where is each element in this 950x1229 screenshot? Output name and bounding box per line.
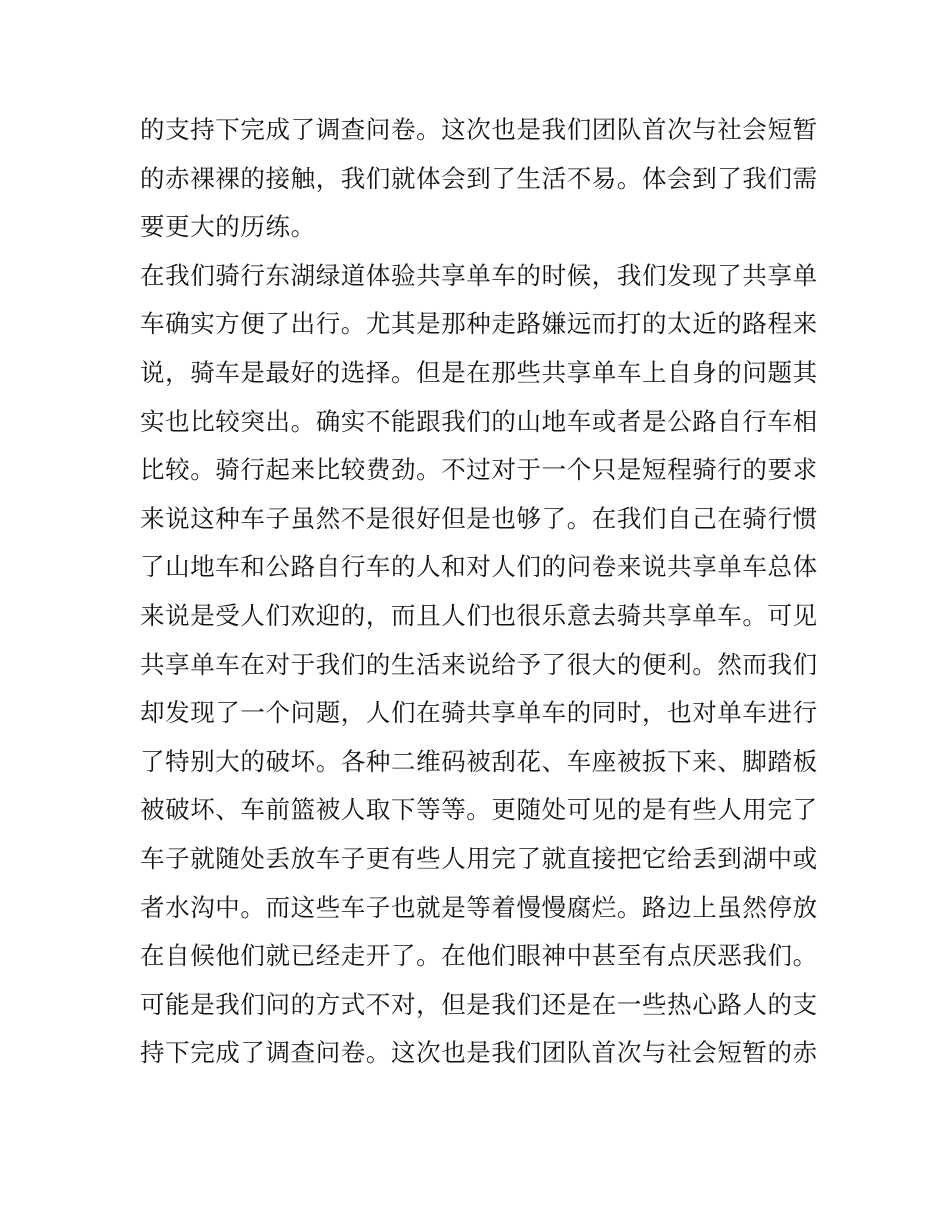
text-line: 可能是我们问的方式不对，但是我们还是在一些热心路人的支 <box>140 989 818 1019</box>
text-line: 了特别大的破坏。各种二维码被刮花、车座被扳下来、脚踏板 <box>140 746 818 776</box>
text-line: 在我们骑行东湖绿道体验共享单车的时候，我们发现了共享单 <box>140 260 818 290</box>
text-line: 要更大的历练。 <box>140 212 316 242</box>
text-line: 者水沟中。而这些车子也就是等着慢慢腐烂。路边上虽然停放 <box>140 892 818 922</box>
text-line: 实也比较突出。确实不能跟我们的山地车或者是公路自行车相 <box>140 406 818 436</box>
text-line: 被破坏、车前篮被人取下等等。更随处可见的是有些人用完了 <box>140 795 818 825</box>
text-line: 比较。骑行起来比较费劲。不过对于一个只是短程骑行的要求 <box>140 455 818 485</box>
text-line: 的支持下完成了调查问卷。这次也是我们团队首次与社会短暂 <box>140 115 818 144</box>
text-line: 持下完成了调查问卷。这次也是我们团队首次与社会短暂的赤 <box>140 1038 818 1068</box>
text-line: 车子就随处丢放车子更有些人用完了就直接把它给丢到湖中或 <box>140 843 818 873</box>
text-line: 来说这种车子虽然不是很好但是也够了。在我们自己在骑行惯 <box>140 503 818 533</box>
body-text <box>140 106 820 1078</box>
text-line: 说，骑车是最好的选择。但是在那些共享单车上自身的问题其 <box>140 357 818 387</box>
text-line: 的赤裸裸的接触，我们就体会到了生活不易。体会到了我们需 <box>140 163 818 193</box>
text-line: 车确实方便了出行。尤其是那种走路嫌远而打的太近的路程来 <box>140 309 818 339</box>
text-line: 共享单车在对于我们的生活来说给予了很大的便利。然而我们 <box>140 649 818 679</box>
text-line: 来说是受人们欢迎的，而且人们也很乐意去骑共享单车。可见 <box>140 600 818 630</box>
text-line: 了山地车和公路自行车的人和对人们的问卷来说共享单车总体 <box>140 552 818 582</box>
text-line: 在自候他们就已经走开了。在他们眼神中甚至有点厌恶我们。 <box>140 941 818 971</box>
text-line: 却发现了一个问题，人们在骑共享单车的同时，也对单车进行 <box>140 698 818 728</box>
